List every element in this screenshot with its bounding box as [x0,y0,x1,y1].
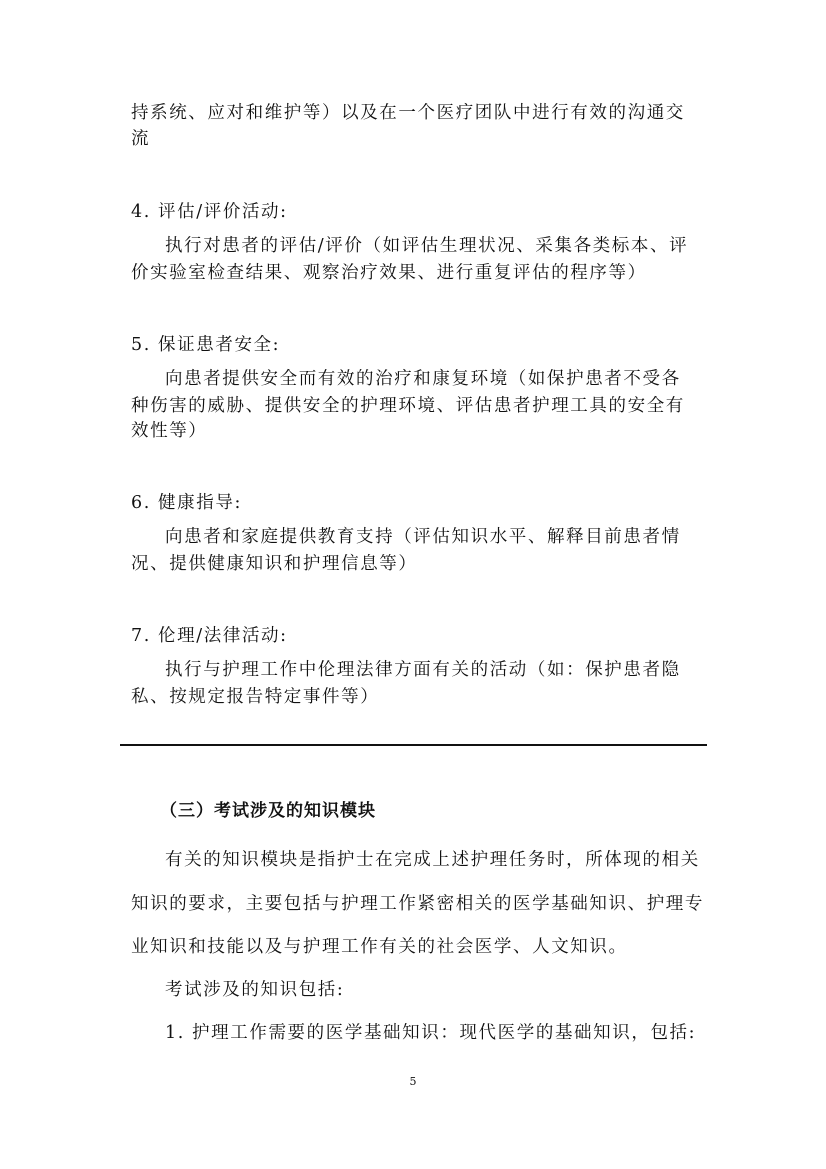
item-4-heading: 4. 评估/评价活动: [131,202,288,222]
item-5-text-line-1: 向患者提供安全而有效的治疗和康复环境（如保护患者不受各 [165,369,681,389]
section-3-title: （三）考试涉及的知识模块 [160,801,376,821]
item-7-text-line-1: 执行与护理工作中伦理法律方面有关的活动（如：保护患者隐 [165,660,681,680]
item-5-heading: 5. 保证患者安全: [131,335,281,355]
item-6-text-line-1: 向患者和家庭提供教育支持（评估知识水平、解释目前患者情 [165,527,681,547]
item-6-heading: 6. 健康指导: [131,493,242,513]
section-divider-rule [120,744,707,746]
item-5-text-line-2: 种伤害的威胁、提供安全的护理环境、评估患者护理工具的安全有 [131,396,685,416]
item-6-text-line-2: 况、提供健康知识和护理信息等） [131,554,418,574]
section-3-point-1: 1. 护理工作需要的医学基础知识：现代医学的基础知识，包括: [165,1023,697,1043]
continuation-line-1: 持系统、应对和维护等）以及在一个医疗团队中进行有效的沟通交 [131,103,685,123]
section-3-includes-line: 考试涉及的知识包括: [165,980,345,1000]
item-4-text-line-2: 价实验室检查结果、观察治疗效果、进行重复评估的程序等） [131,263,647,283]
continuation-line-2: 流 [131,129,151,149]
item-7-heading: 7. 伦理/法律活动: [131,626,288,646]
item-5-text-line-3: 效性等） [131,421,208,441]
page-number: 5 [409,1075,417,1088]
item-4-text-line-1: 执行对患者的评估/评价（如评估生理状况、采集各类标本、评 [165,236,689,256]
section-3-paragraph-line-2: 知识的要求，主要包括与护理工作紧密相关的医学基础知识、护理专 [131,894,704,914]
item-7-text-line-2: 私、按规定报告特定事件等） [131,687,380,707]
section-3-paragraph-line-3: 业知识和技能以及与护理工作有关的社会医学、人文知识。 [131,937,628,957]
section-3-paragraph-line-1: 有关的知识模块是指护士在完成上述护理任务时，所体现的相关 [165,850,700,870]
